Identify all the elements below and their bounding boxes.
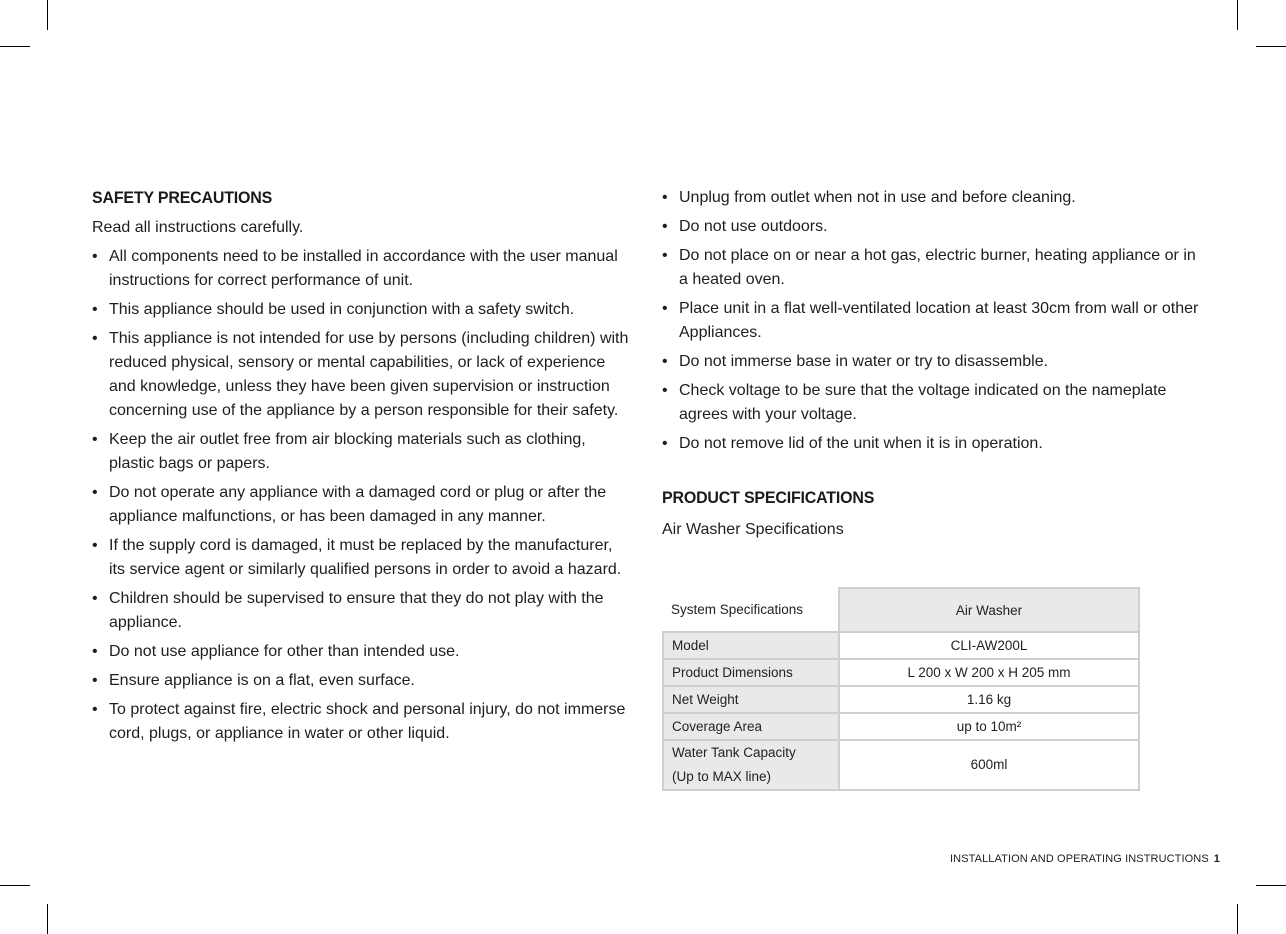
table-row — [663, 632, 1139, 659]
list-item: • Check voltage to be sure that the voltage indicated on the nameplate agrees with your voltage. — [662, 379, 1202, 427]
list-item: • This appliance is not intended for use by persons (including children) with reduced physical, sensory or mental capabilities, or lack of experience and knowledge, unless they have been given supervision or instruction concerning use of the appliance by a person responsible for their safety. — [92, 327, 632, 423]
spec-label: Product Dimensions — [663, 659, 839, 686]
crop-mark — [1237, 0, 1238, 30]
crop-mark — [0, 46, 30, 47]
spec-label-line: (Up to MAX line) — [672, 769, 772, 784]
page-number: 1 — [1213, 853, 1220, 865]
spec-label: Coverage Area — [663, 713, 839, 740]
table-header-row — [663, 588, 1139, 632]
spec-value: 600ml — [839, 740, 1139, 790]
table-header-value: Air Washer — [839, 588, 1139, 632]
spec-label: Net Weight — [663, 686, 839, 713]
spec-value: L 200 x W 200 x H 205 mm — [839, 659, 1139, 686]
safety-intro: Read all instructions carefully. — [92, 219, 304, 236]
table-row — [663, 740, 1139, 790]
list-item: • Place unit in a flat well-ventilated location at least 30cm from wall or other Appliances. — [662, 297, 1202, 345]
list-item: • All components need to be installed in accordance with the user manual instructions for correct performance of unit. — [92, 245, 632, 293]
list-item: • Do not use outdoors. — [662, 215, 1202, 239]
spec-label-line: Water Tank Capacity — [672, 745, 796, 760]
specs-heading: PRODUCT SPECIFICATIONS — [662, 488, 875, 507]
list-item: • Do not place on or near a hot gas, electric burner, heating appliance or in a heated oven. — [662, 244, 1202, 292]
spec-table — [662, 587, 1140, 791]
table-row — [663, 659, 1139, 686]
list-item: • If the supply cord is damaged, it must be replaced by the manufacturer, its service agent or similarly qualified persons in order to avoid a hazard. — [92, 534, 632, 582]
list-item: • This appliance should be used in conjunction with a safety switch. — [92, 298, 632, 322]
list-item: • Ensure appliance is on a flat, even surface. — [92, 669, 632, 693]
table-row — [663, 713, 1139, 740]
crop-mark — [1256, 46, 1286, 47]
safety-heading: SAFETY PRECAUTIONS — [92, 188, 273, 207]
list-item: • Do not operate any appliance with a damaged cord or plug or after the appliance malfunctions, or has been damaged in any manner. — [92, 481, 632, 529]
crop-mark — [0, 885, 30, 886]
list-item: • Keep the air outlet free from air blocking materials such as clothing, plastic bags or papers. — [92, 428, 632, 476]
list-item: • Do not immerse base in water or try to disassemble. — [662, 350, 1202, 374]
safety-list — [92, 245, 632, 746]
footer-text: INSTALLATION AND OPERATING INSTRUCTIONS — [950, 853, 1209, 865]
crop-mark — [47, 0, 48, 30]
list-item: • Do not remove lid of the unit when it is in operation. — [662, 432, 1202, 456]
crop-mark — [1256, 885, 1286, 886]
safety-section-right — [662, 186, 1202, 542]
list-item: • Children should be supervised to ensure that they do not play with the appliance. — [92, 587, 632, 635]
spec-label — [663, 740, 839, 790]
list-item: • To protect against fire, electric shock and personal injury, do not immerse cord, plugs, or appliance in water or other liquid. — [92, 698, 632, 746]
safety-section-left — [92, 186, 632, 746]
crop-mark — [47, 904, 48, 934]
specs-subtitle: Air Washer Specifications — [662, 521, 844, 538]
page-footer — [950, 853, 1220, 865]
spec-label: Model — [663, 632, 839, 659]
list-item: • Unplug from outlet when not in use and before cleaning. — [662, 186, 1202, 210]
crop-mark — [1237, 904, 1238, 934]
safety-list-continued — [662, 186, 1202, 456]
table-row — [663, 686, 1139, 713]
spec-value: 1.16 kg — [839, 686, 1139, 713]
list-item: • Do not use appliance for other than intended use. — [92, 640, 632, 664]
table-header-label: System Specifications — [663, 588, 839, 632]
spec-value: up to 10m² — [839, 713, 1139, 740]
spec-value: CLI-AW200L — [839, 632, 1139, 659]
